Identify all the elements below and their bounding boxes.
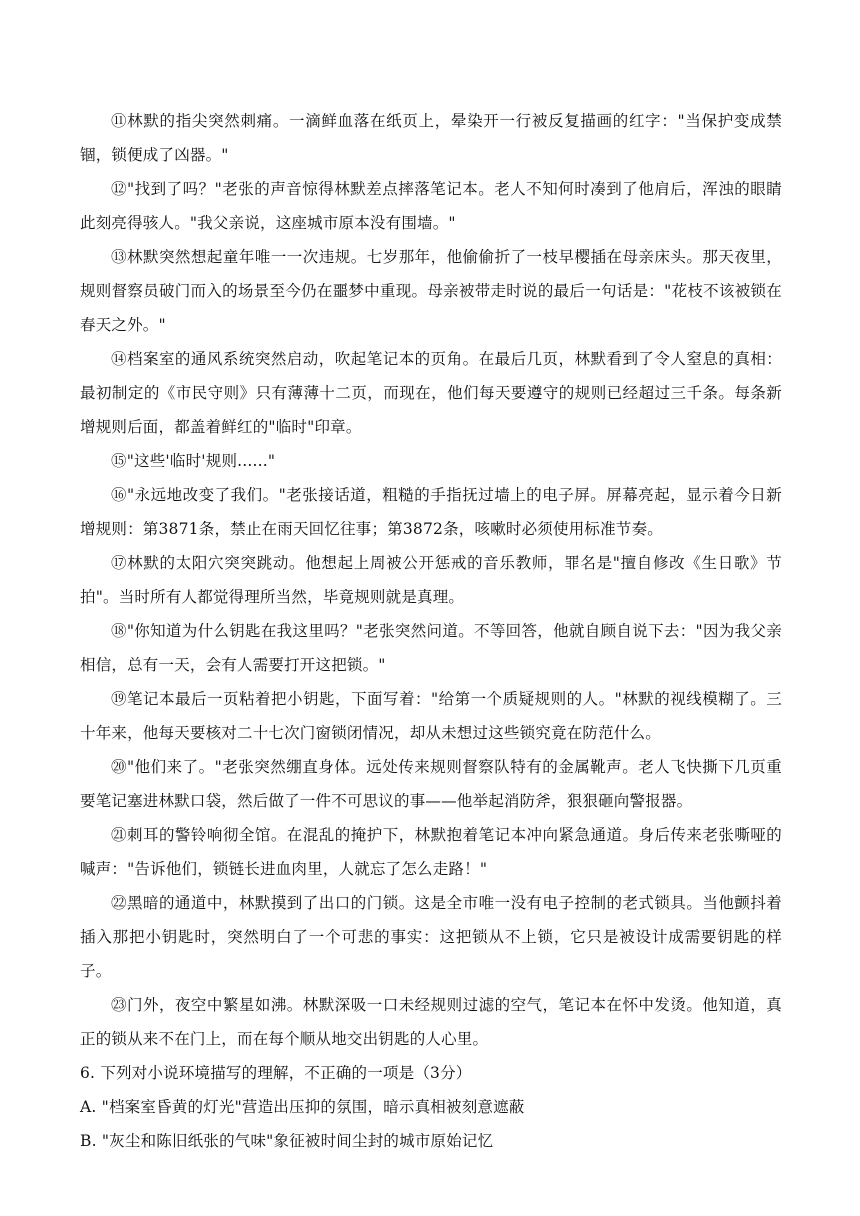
question-stem: 6. 下列对小说环境描写的理解，不正确的一项是（3分） bbox=[80, 1064, 472, 1082]
paragraph-14: ⑭档案室的通风系统突然启动，吹起笔记本的页角。在最后几页，林默看到了令人窒息的真相：最初制定的《市民守则》只有薄薄十二页，而现在，他们每天要遵守的规则已经超过三千条。每条新增规则后面，都盖着鲜红的"临时"印章。 bbox=[80, 350, 782, 436]
paragraph-17: ⑰林默的太阳穴突突跳动。他想起上周被公开惩戒的音乐教师，罪名是"擅自修改《生日歌》节拍"。当时所有人都觉得理所当然，毕竟规则就是真理。 bbox=[80, 554, 782, 606]
paragraph-21: ㉑刺耳的警铃响彻全馆。在混乱的掩护下，林默抱着笔记本冲向紧急通道。身后传来老张嘶哑的喊声："告诉他们，锁链长进血肉里，人就忘了怎么走路！" bbox=[80, 826, 782, 878]
paragraph-11: ⑪林默的指尖突然刺痛。一滴鲜血落在纸页上，晕染开一行被反复描画的红字："当保护变成禁锢，锁便成了凶器。" bbox=[80, 112, 782, 164]
paragraph-16: ⑯"永远地改变了我们。"老张接话道，粗糙的手指抚过墙上的电子屏。屏幕亮起，显示着今日新增规则：第3871条，禁止在雨天回忆往事；第3872条，咳嗽时必须使用标准节奏。 bbox=[80, 486, 782, 538]
paragraph-18: ⑱"你知道为什么钥匙在我这里吗？"老张突然问道。不等回答，他就自顾自说下去："因为我父亲相信，总有一天，会有人需要打开这把锁。" bbox=[80, 622, 782, 674]
paragraph-15: ⑮"这些'临时'规则......" bbox=[111, 452, 276, 470]
paragraph-12: ⑫"找到了吗？"老张的声音惊得林默差点摔落笔记本。老人不知何时凑到了他肩后，浑浊的眼睛此刻亮得骇人。"我父亲说，这座城市原本没有围墙。" bbox=[80, 180, 782, 232]
paragraph-19: ⑲笔记本最后一页粘着把小钥匙，下面写着："给第一个质疑规则的人。"林默的视线模糊了。三十年来，他每天要核对二十七次门窗锁闭情况，却从未想过这些锁究竟在防范什么。 bbox=[80, 690, 782, 742]
paragraph-23: ㉓门外，夜空中繁星如沸。林默深吸一口未经规则过滤的空气，笔记本在怀中发烫。他知道，真正的锁从来不在门上，而在每个顺从地交出钥匙的人心里。 bbox=[80, 996, 782, 1048]
paragraph-20: ⑳"他们来了。"老张突然绷直身体。远处传来规则督察队特有的金属靴声。老人飞快撕下几页重要笔记塞进林默口袋，然后做了一件不可思议的事——他举起消防斧，狠狠砸向警报器。 bbox=[80, 758, 782, 810]
paragraph-13: ⑬林默突然想起童年唯一一次违规。七岁那年，他偷偷折了一枝早樱插在母亲床头。那天夜里，规则督察员破门而入的场景至今仍在噩梦中重现。母亲被带走时说的最后一句话是："花枝不该被锁在春天之外。" bbox=[80, 248, 782, 334]
question-option-b: B. "灰尘和陈旧纸张的气味"象征被时间尘封的城市原始记忆 bbox=[80, 1132, 494, 1150]
paragraph-22: ㉒黑暗的通道中，林默摸到了出口的门锁。这是全市唯一没有电子控制的老式锁具。当他颤抖着插入那把小钥匙时，突然明白了一个可悲的事实：这把锁从不上锁，它只是被设计成需要钥匙的样子。 bbox=[80, 894, 782, 980]
question-option-a: A. "档案室昏黄的灯光"营造出压抑的氛围，暗示真相被刻意遮蔽 bbox=[80, 1098, 525, 1116]
